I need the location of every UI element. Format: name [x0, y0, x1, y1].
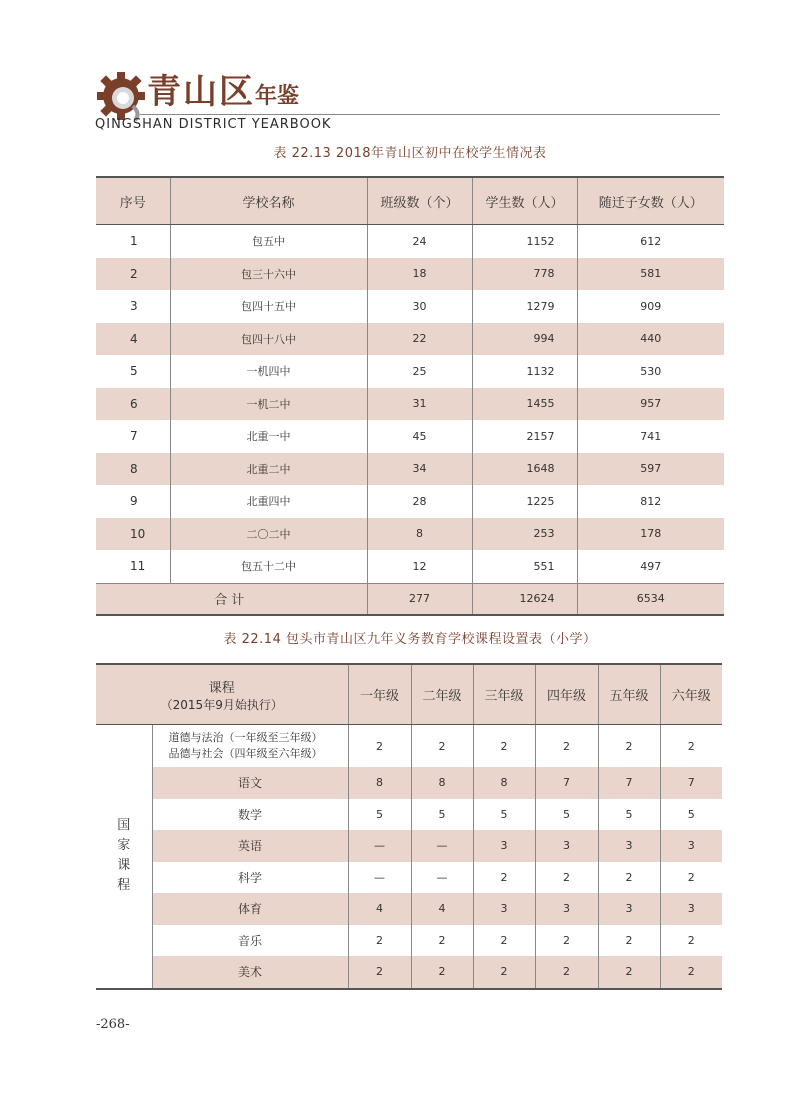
student-count: 1279: [472, 290, 577, 323]
hours-cell: 2: [598, 925, 660, 957]
school-name: 包三十六中: [170, 258, 367, 291]
table-row: [96, 956, 722, 989]
class-count: 12: [367, 550, 472, 583]
course-header-label: 课程: [208, 680, 235, 696]
table-row: [96, 767, 722, 799]
hours-cell: 2: [473, 862, 535, 894]
hours-cell: 2: [411, 725, 473, 768]
subject-cell: 语文: [152, 767, 348, 799]
subject-line: 道德与法治（一年级至三年级）: [168, 731, 323, 744]
row-index: 6: [96, 388, 170, 421]
hours-cell: 2: [535, 956, 598, 989]
subject-cell: 英语: [152, 830, 348, 862]
migrant-count: 178: [577, 518, 724, 551]
grade-header: 五年级: [598, 664, 660, 725]
table-row: [96, 290, 724, 323]
hours-cell: 5: [535, 799, 598, 831]
table-row: [96, 550, 724, 583]
hours-cell: 2: [473, 925, 535, 957]
migrant-count: 612: [640, 234, 662, 248]
table-header-row: [96, 177, 724, 225]
table-row: [96, 388, 724, 421]
header-cell: 序号: [96, 177, 170, 225]
logo-title: [147, 64, 299, 113]
grade-header: 一年级: [348, 664, 411, 725]
class-count: 22: [367, 323, 472, 356]
table-row: [96, 725, 722, 768]
curriculum-table: [96, 663, 722, 990]
hours-cell: —: [411, 830, 473, 862]
row-index: 2: [96, 258, 170, 291]
migrant-count: 909: [640, 299, 662, 313]
subject-cell: 科学: [152, 862, 348, 894]
total-class-count: 277: [367, 583, 472, 615]
header-cell: 学校名称: [170, 177, 367, 225]
yearbook-header: [95, 62, 720, 132]
hours-cell: 2: [687, 739, 695, 753]
hours-cell: 2: [535, 862, 598, 894]
hours-cell: 3: [473, 830, 535, 862]
hours-cell: 2: [598, 862, 660, 894]
header-divider: [140, 114, 720, 115]
student-count: 551: [472, 550, 577, 583]
header-cell: 随迁子女数（人）: [577, 177, 724, 225]
table-row: [96, 258, 724, 291]
migrant-count: 530: [640, 364, 662, 378]
row-index: 7: [96, 420, 170, 453]
hours-cell: 2: [598, 725, 660, 768]
table-row: [96, 799, 722, 831]
hours-cell: 3: [660, 893, 722, 925]
school-name: 北重二中: [170, 453, 367, 486]
hours-cell: 5: [598, 799, 660, 831]
subject-cell: 数学: [152, 799, 348, 831]
row-index: 3: [96, 290, 170, 323]
hours-cell: 5: [348, 799, 411, 831]
table-row: [96, 862, 722, 894]
migrant-count: 497: [640, 559, 662, 573]
table-header-row: [96, 664, 722, 725]
hours-cell: 2: [348, 956, 411, 989]
grade-header: 三年级: [473, 664, 535, 725]
table-row: [96, 925, 722, 957]
header-cell: 班级数（个）: [367, 177, 472, 225]
table-row: [96, 453, 724, 486]
hours-cell: 3: [535, 893, 598, 925]
hours-cell: 8: [473, 767, 535, 799]
hours-cell: 2: [598, 956, 660, 989]
total-student-count: 12624: [472, 583, 577, 615]
student-count: 1225: [472, 485, 577, 518]
migrant-count: 741: [640, 429, 662, 443]
hours-cell: 8: [411, 767, 473, 799]
class-count: 34: [367, 453, 472, 486]
logo-main-text: 青山区: [147, 72, 255, 112]
school-name: 包四十五中: [170, 290, 367, 323]
row-index: 1: [96, 225, 170, 258]
class-count: 25: [367, 355, 472, 388]
total-label: 合计: [96, 583, 367, 615]
total-row: [96, 583, 724, 615]
subject-cell: 体育: [152, 893, 348, 925]
category-label: 国家课程: [117, 818, 131, 894]
hours-cell: 2: [411, 925, 473, 957]
migrant-count: 957: [577, 388, 724, 421]
category-cell: [96, 725, 152, 989]
hours-cell: —: [411, 862, 473, 894]
row-index: 5: [96, 355, 170, 388]
school-name: 北重一中: [170, 420, 367, 453]
subject-cell: 美术: [152, 956, 348, 989]
row-index: 4: [96, 323, 170, 356]
hours-cell: 8: [348, 767, 411, 799]
hours-cell: 4: [348, 893, 411, 925]
subject-cell: 音乐: [152, 925, 348, 957]
hours-cell: 2: [660, 956, 722, 989]
school-name: 包四十八中: [170, 323, 367, 356]
course-header-note: （2015年9月始执行）: [160, 697, 283, 712]
student-count: 1648: [472, 453, 577, 486]
class-count: 18: [367, 258, 472, 291]
header-subtitle: QINGSHAN DISTRICT YEARBOOK: [95, 117, 332, 132]
student-count: 1132: [472, 355, 577, 388]
hours-cell: —: [348, 830, 411, 862]
header-cell: 学生数（人）: [472, 177, 577, 225]
migrant-count: 812: [640, 494, 662, 508]
hours-cell: 2: [473, 956, 535, 989]
hours-cell: 5: [687, 807, 695, 821]
row-index: 8: [96, 453, 170, 486]
hours-cell: 2: [687, 870, 695, 884]
hours-cell: 3: [660, 830, 722, 862]
migrant-count: 581: [577, 258, 724, 291]
row-index: 11: [96, 550, 170, 583]
class-count: 28: [367, 485, 472, 518]
table-row: [96, 830, 722, 862]
table-row: [96, 355, 724, 388]
table-row: [96, 225, 724, 258]
course-header: [96, 664, 348, 725]
school-name: 包五十二中: [170, 550, 367, 583]
student-count: 1152: [472, 225, 577, 258]
class-count: 30: [367, 290, 472, 323]
hours-cell: 5: [473, 799, 535, 831]
hours-cell: —: [348, 862, 411, 894]
row-index: 10: [96, 518, 170, 551]
hours-cell: 7: [598, 767, 660, 799]
subject-line: 品德与社会（四年级至六年级）: [168, 747, 323, 760]
table-row: [96, 893, 722, 925]
logo-small-text: 年鉴: [255, 83, 300, 109]
hours-cell: 3: [598, 830, 660, 862]
class-count: 45: [367, 420, 472, 453]
hours-cell: 4: [411, 893, 473, 925]
class-count: 24: [367, 225, 472, 258]
hours-cell: 2: [473, 725, 535, 768]
student-count: 253: [472, 518, 577, 551]
hours-cell: 3: [473, 893, 535, 925]
student-count: 994: [472, 323, 577, 356]
table-row: [96, 323, 724, 356]
school-name: 一机四中: [170, 355, 367, 388]
page-number: -268-: [96, 1017, 130, 1032]
school-name: 北重四中: [170, 485, 367, 518]
school-name: 包五中: [170, 225, 367, 258]
student-count: 1455: [472, 388, 577, 421]
hours-cell: 3: [598, 893, 660, 925]
hours-cell: 2: [411, 956, 473, 989]
hours-cell: 2: [687, 933, 695, 947]
subject-cell: [152, 725, 348, 768]
migrant-count: 597: [577, 453, 724, 486]
hours-cell: 5: [411, 799, 473, 831]
student-count: 778: [472, 258, 577, 291]
grade-header: 四年级: [535, 664, 598, 725]
grade-header: 二年级: [411, 664, 473, 725]
student-count: 2157: [472, 420, 577, 453]
total-migrant-count: 6534: [577, 583, 724, 615]
hours-cell: 7: [535, 767, 598, 799]
students-table: [96, 176, 724, 616]
hours-cell: 2: [535, 925, 598, 957]
hours-cell: 2: [348, 725, 411, 768]
table-row: [96, 518, 724, 551]
table1-caption: 表 22.13 2018年青山区初中在校学生情况表: [273, 146, 547, 161]
row-index: 9: [96, 485, 170, 518]
hours-cell: 2: [348, 925, 411, 957]
table-row: [96, 420, 724, 453]
school-name: 二〇二中: [170, 518, 367, 551]
table2-caption: 表 22.14 包头市青山区九年义务教育学校课程设置表（小学）: [223, 632, 597, 647]
class-count: 8: [367, 518, 472, 551]
class-count: 31: [367, 388, 472, 421]
table-row: [96, 485, 724, 518]
school-name: 一机二中: [170, 388, 367, 421]
migrant-count: 440: [577, 323, 724, 356]
hours-cell: 7: [660, 767, 722, 799]
grade-header: 六年级: [660, 664, 722, 725]
hours-cell: 3: [535, 830, 598, 862]
hours-cell: 2: [535, 725, 598, 768]
